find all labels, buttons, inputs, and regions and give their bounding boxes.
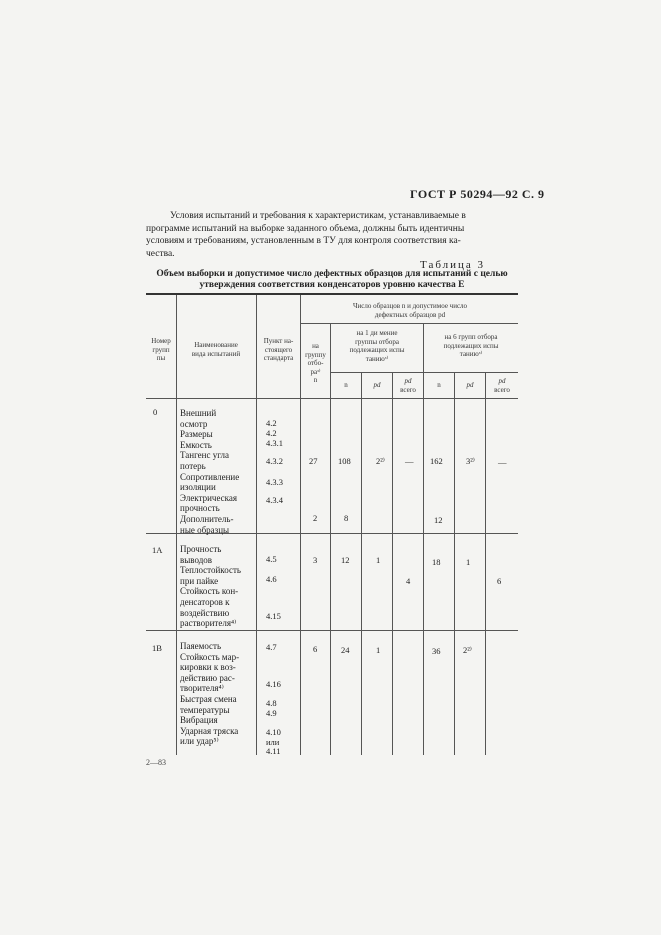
table-top-rule — [146, 293, 518, 295]
table-title — [146, 269, 518, 291]
n6: 18 — [432, 557, 441, 567]
col-header-pd6: pd — [466, 381, 474, 389]
n6: 162 — [430, 456, 443, 466]
test-name: Емкость — [180, 439, 212, 450]
col-rule — [361, 372, 362, 755]
header-text: на 6 групп отбора — [444, 333, 498, 341]
test-name: при пайке — [180, 575, 219, 586]
header-text: группу — [305, 350, 326, 359]
clause: 4.5 — [266, 554, 277, 564]
header-text: n — [313, 376, 318, 384]
col-rule — [256, 295, 257, 755]
clause: 4.3.1 — [266, 438, 283, 448]
pd6: 3²⁾ — [466, 456, 475, 466]
paragraph-line: программе испытаний на выборке заданного объема, должны быть идентичны — [146, 223, 465, 234]
test-name: творителя⁴⁾ — [180, 683, 224, 694]
header-text: pd — [404, 377, 412, 385]
paragraph-line: чества. — [146, 248, 175, 259]
header-text: на — [312, 342, 319, 350]
table-title-line: утверждения соответствия конденсаторов уровню качества Е — [199, 280, 465, 290]
pd6: 1 — [466, 557, 471, 567]
test-name: ные образцы — [180, 524, 230, 535]
test-name: выводов — [180, 554, 213, 565]
sub-rule — [330, 372, 518, 373]
group-id: 1В — [152, 643, 162, 653]
header-text: таниюᶟ⁾ — [459, 350, 483, 358]
header-text: подлежащих испы — [349, 346, 405, 354]
test-name: Размеры — [180, 429, 213, 440]
header-text: вида испытаний — [191, 349, 241, 358]
n1: 12 — [341, 555, 350, 565]
test-name: Быстрая смена — [180, 693, 237, 704]
pd-total6: — — [498, 457, 507, 467]
test-name: Сопротивление — [180, 471, 240, 482]
header-text: дефектных образцов pd — [374, 310, 446, 319]
paragraph-line: Условия испытаний и требования к характеристикам, устанавливаемые в — [170, 211, 466, 221]
clause: 4.2 — [266, 418, 277, 428]
clause: 4.3.4 — [266, 495, 283, 505]
clause: 4.15 — [266, 611, 281, 621]
clause: 4.3.2 — [266, 456, 283, 466]
header-text: Номер — [151, 337, 171, 345]
col-header-pd-total — [393, 377, 423, 394]
clause: или — [266, 737, 280, 747]
group-tests — [180, 544, 241, 629]
intro-paragraph — [146, 210, 518, 260]
header-text: групп — [152, 345, 170, 354]
test-name: изоляции — [180, 482, 216, 493]
test-name: Теплостойкость — [180, 565, 241, 576]
span-rule — [300, 323, 518, 324]
clause: 4.7 — [266, 642, 277, 652]
header-text: Наименование — [194, 341, 238, 349]
col-header-n: n — [344, 381, 348, 389]
col-header-n-per-group — [301, 342, 330, 385]
header-rule — [146, 398, 518, 399]
header-text: отбо- — [307, 359, 324, 367]
clause: 4.10 — [266, 727, 281, 737]
n1: 108 — [338, 456, 351, 466]
header-text: Число образцов n и допустимое число — [352, 302, 468, 310]
col-rule — [392, 372, 393, 755]
group-tests — [180, 641, 239, 747]
clause: 4.3.3 — [266, 477, 283, 487]
col-rule — [454, 372, 455, 755]
clause: 4.16 — [266, 679, 281, 689]
col-header-pd-total6 — [486, 377, 518, 394]
test-name: или удар⁵⁾ — [180, 736, 219, 747]
col-header-group — [146, 337, 176, 363]
col-rule — [176, 295, 177, 755]
test-name: температуры — [180, 704, 230, 715]
test-name: действию рас- — [180, 672, 235, 683]
test-name: Ударная тряска — [180, 725, 239, 736]
paragraph-line: условиям и требованиям, установленным в ТУ для контроля соответствия ка- — [146, 236, 461, 246]
header-text: стандарта — [263, 354, 294, 362]
col-rule — [485, 372, 486, 755]
pd-total1: 4 — [406, 576, 411, 586]
table-label: Таблица 3 — [420, 259, 486, 271]
test-name: Стойкость кон- — [180, 586, 239, 597]
n-group: 27 — [309, 456, 318, 466]
table-title-line: Объем выборки и допустимое число дефектных образцов для испытаний с целью — [156, 269, 508, 279]
clause: 4.8 — [266, 698, 277, 708]
header-text: pd — [498, 377, 506, 385]
pd1: 2²⁾ — [376, 456, 385, 466]
pd6: 2²⁾ — [463, 645, 472, 655]
n-group: 6 — [313, 644, 318, 654]
n1: 8 — [344, 513, 349, 523]
pd-total1: — — [405, 456, 414, 466]
clause: 4.11 — [266, 746, 281, 756]
n-group: 2 — [313, 513, 318, 523]
header-text: группы отбора — [355, 337, 399, 346]
n6: 36 — [432, 646, 441, 656]
pd1: 1 — [376, 645, 381, 655]
col-header-span — [302, 302, 518, 319]
test-name: осмотр — [180, 418, 208, 429]
page-footer: 2—83 — [146, 758, 166, 767]
header-text: всего — [494, 385, 510, 394]
page-header: ГОСТ Р 50294—92 С. 9 — [410, 187, 545, 201]
test-name: растворителя⁴⁾ — [180, 618, 237, 629]
clause: 4.2 — [266, 428, 277, 438]
test-name: Внешний — [180, 408, 217, 418]
n1: 24 — [341, 645, 350, 655]
clause: 4.6 — [266, 574, 277, 584]
test-name: прочность — [180, 503, 220, 514]
col-header-n6: n — [437, 381, 441, 389]
test-name: Вибрация — [180, 715, 218, 726]
group-id: 0 — [153, 407, 158, 417]
col-header-test — [178, 341, 254, 358]
header-text: всего — [400, 385, 416, 394]
test-name: денсаторов к — [180, 596, 230, 607]
test-name: Электрическая — [180, 492, 238, 503]
pd-total6: 6 — [497, 576, 502, 586]
test-name: кировки к воз- — [180, 662, 236, 673]
test-name: воздействию — [180, 607, 230, 618]
header-text: Пункт на- — [263, 337, 294, 345]
test-name: Тангенс угла — [180, 450, 229, 461]
header-text: подлежащих испы — [443, 341, 499, 350]
header-text: таниюᶟ⁾ — [365, 354, 389, 363]
n-group: 3 — [313, 555, 318, 565]
header-text: пы — [156, 354, 166, 362]
header-text: стоящего — [264, 345, 293, 354]
test-name: Дополнитель- — [180, 513, 234, 524]
header-text: на 1 ди мение — [356, 329, 398, 337]
test-name: Паяемость — [180, 641, 222, 651]
group-rule — [146, 630, 518, 631]
test-name: Прочность — [180, 544, 222, 554]
test-name: потерь — [180, 460, 206, 471]
header-text: раᶟ⁾ — [310, 367, 321, 376]
test-name: Стойкость мар- — [180, 651, 240, 662]
col-header-clause — [257, 337, 300, 363]
col-header-pd: pd — [373, 381, 381, 389]
clause: 4.9 — [266, 708, 277, 718]
n6: 12 — [434, 515, 443, 525]
col-header-per-six — [424, 333, 518, 359]
group-tests — [180, 408, 239, 535]
col-header-per-group — [331, 329, 423, 363]
pd1: 1 — [376, 555, 381, 565]
group-id: 1А — [152, 545, 163, 555]
